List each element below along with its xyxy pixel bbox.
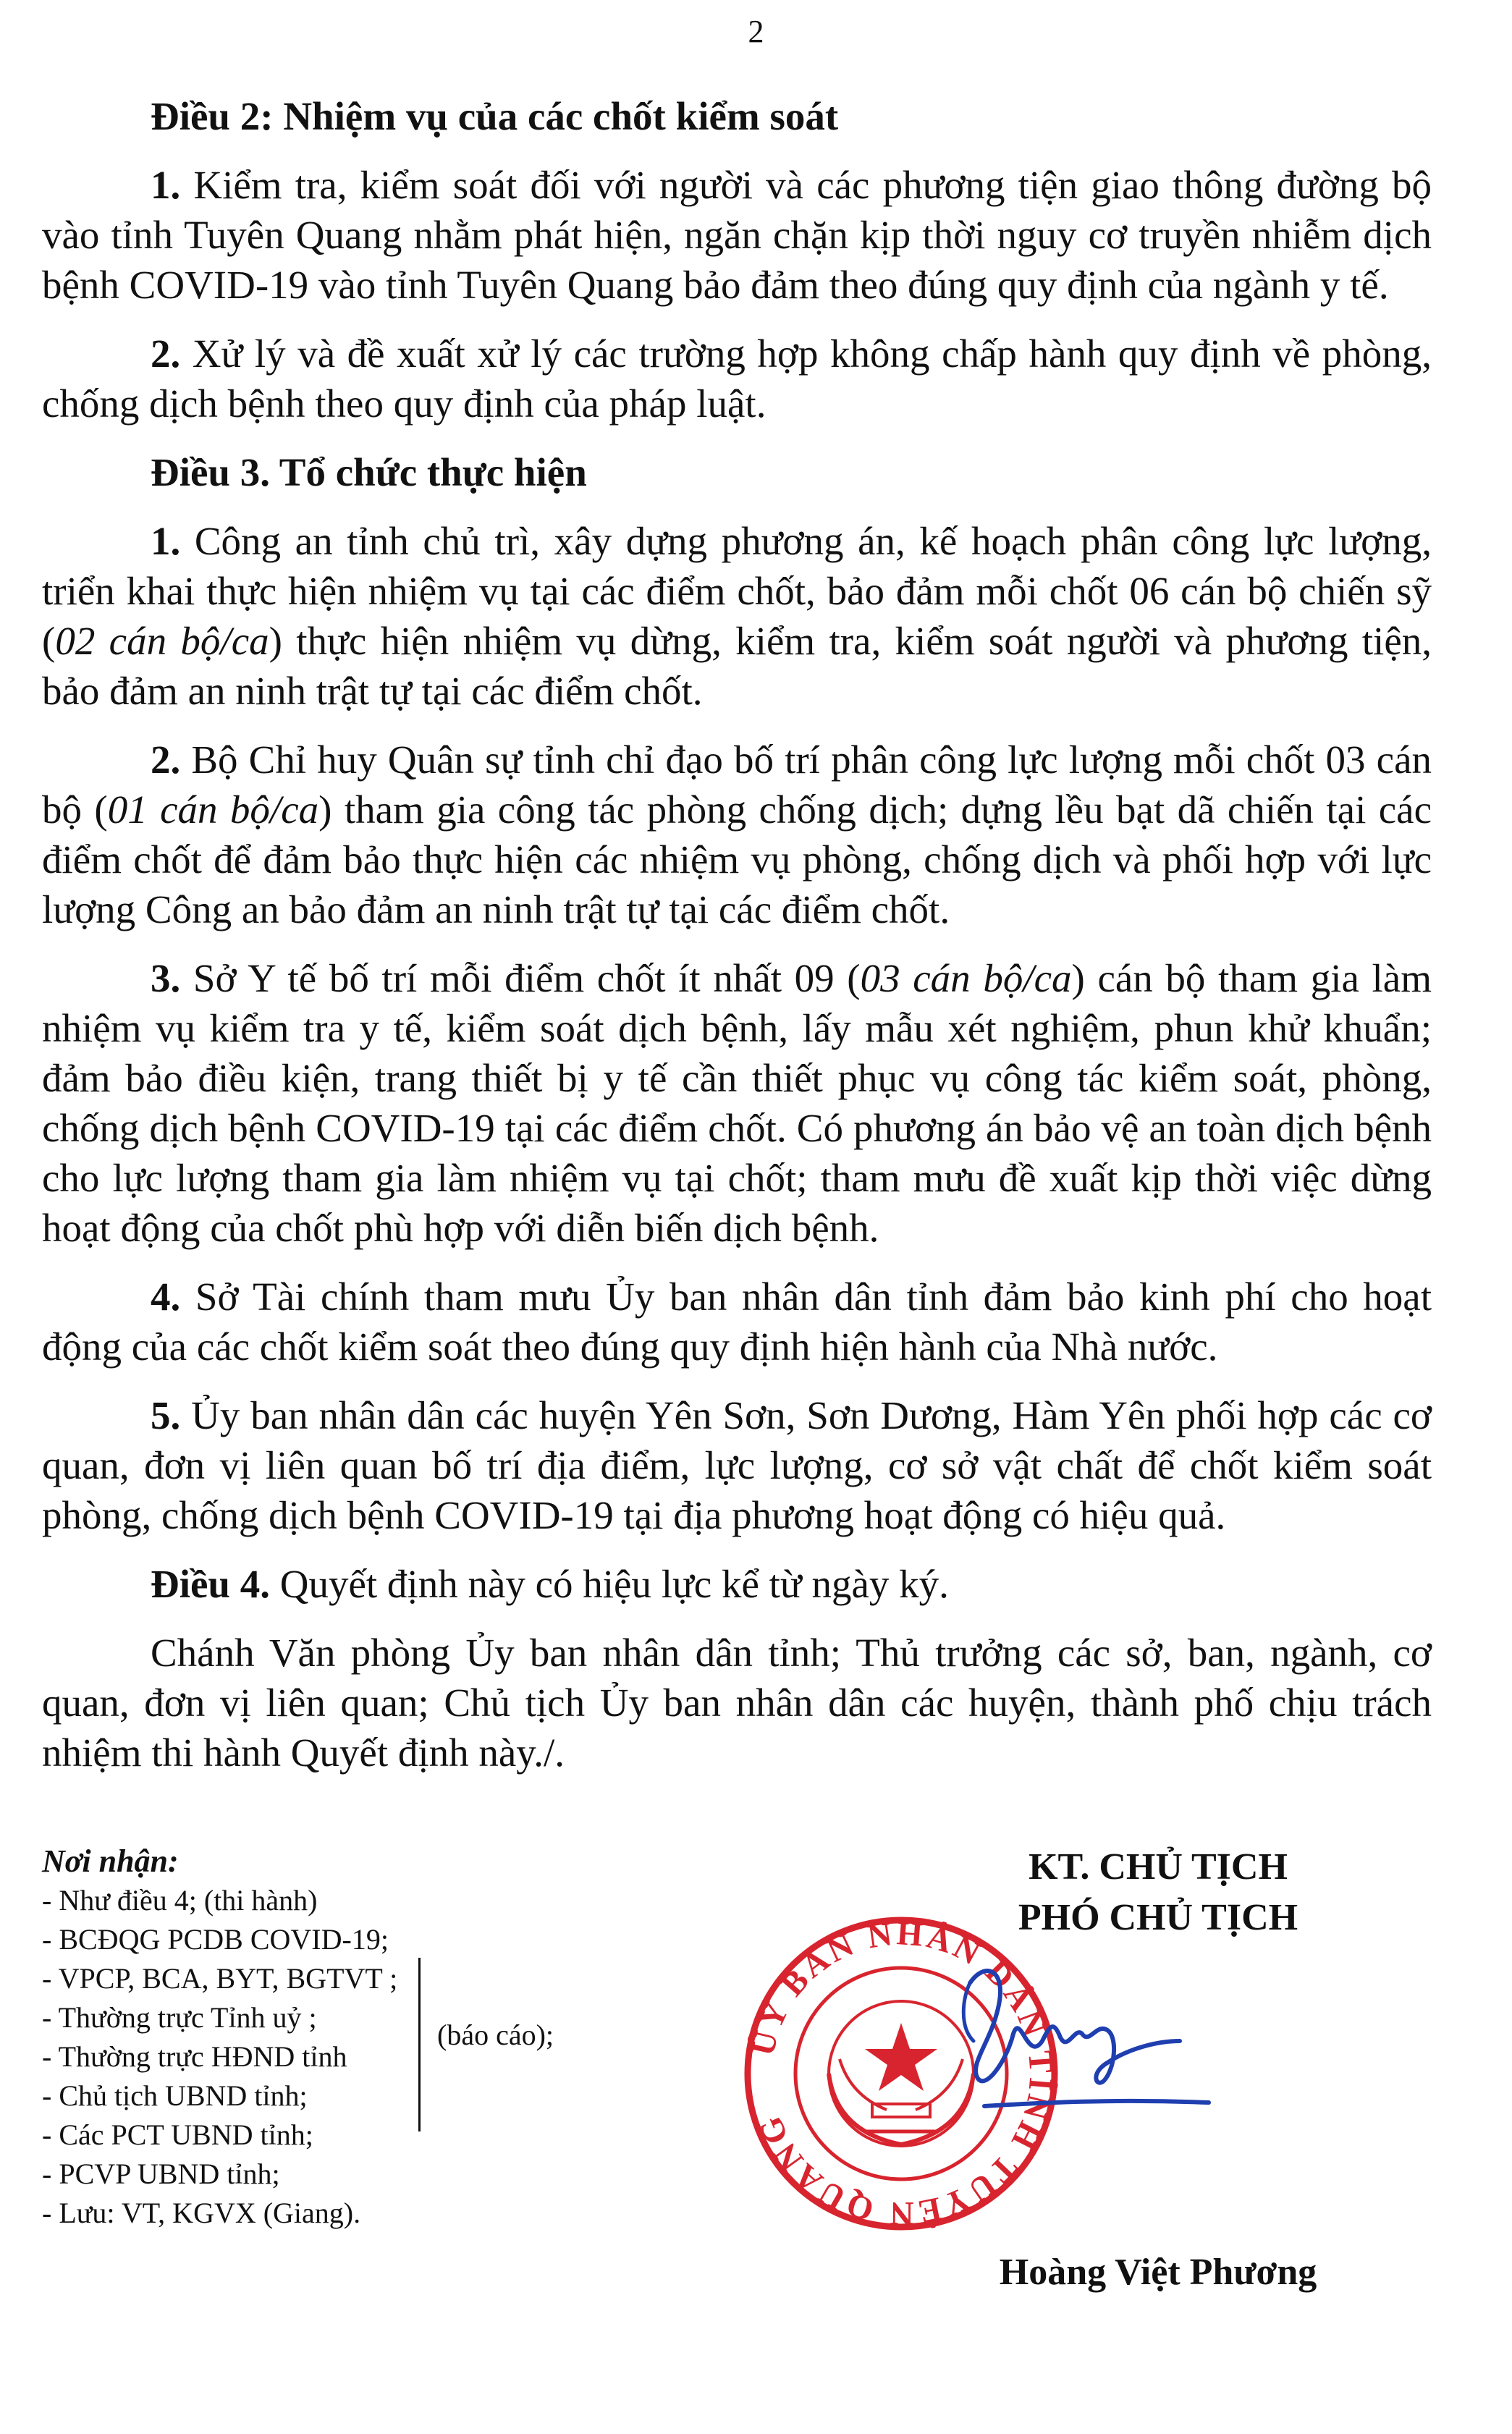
handwritten-signature-icon (941, 1954, 1216, 2135)
seal-text: ỦY BAN NHÂN DÂN TỈNH TUYÊN QUANG (743, 1914, 1060, 2233)
recipient-item: - VPCP, BCA, BYT, BGTVT ; (42, 1962, 398, 1995)
dieu3-item-2: 2. Bộ Chỉ huy Quân sự tỉnh chỉ đạo bố trí phân công lực lượng mỗi chốt 03 cán bộ (01 cán bộ/ca) tham gia công tác phòng chống dịch; dựng lều bạt dã chiến tại các điểm chốt để đảm bảo thực hiện các nhiệm vụ phòng, chống dịch và phối hợp với lực lượng Công an bảo đảm an ninh trật tự tại các điểm chốt. (42, 738, 1432, 931)
recipient-item: - Thường trực HĐND tỉnh (42, 2040, 347, 2073)
dieu2-heading: Điều 2: Nhiệm vụ của các chốt kiểm soát (151, 94, 839, 138)
dieu3-item-4: 4. Sở Tài chính tham mưu Ủy ban nhân dân tỉnh đảm bảo kinh phí cho hoạt động của các chốt kiểm soát theo đúng quy định hiện hành của Nhà nước. (42, 1275, 1432, 1369)
bao-cao-label: (báo cáo); (437, 2019, 554, 2051)
dieu3-heading: Điều 3. Tổ chức thực hiện (151, 450, 587, 494)
recipient-item: - Chủ tịch UBND tỉnh; (42, 2079, 308, 2112)
dieu2-item-2: 2. Xử lý và đề xuất xử lý các trường hợp không chấp hành quy định về phòng, chống dịch bệnh theo quy định của pháp luật. (42, 331, 1432, 426)
recipients-brace-line (418, 1958, 421, 2131)
closing-paragraph: Chánh Văn phòng Ủy ban nhân dân tỉnh; Thủ trưởng các sở, ban, ngành, cơ quan, đơn vị liên quan; Chủ tịch Ủy ban nhân dân các huyện, thành phố chịu trách nhiệm thi hành Quyết định này./. (42, 1631, 1432, 1775)
recipient-item: - BCĐQG PCDB COVID-19; (42, 1923, 389, 1956)
dieu2-item-1: 1. Kiểm tra, kiểm soát đối với người và các phương tiện giao thông đường bộ vào tỉnh Tuyên Quang nhằm phát hiện, ngăn chặn kịp thời nguy cơ truyền nhiễm dịch bệnh COVID-19 vào tỉnh Tuyên Quang bảo đảm theo đúng quy định của ngành y tế. (42, 163, 1432, 307)
recipient-item: - Lưu: VT, KGVX (Giang). (42, 2197, 361, 2229)
document-body (42, 91, 1432, 1796)
recipient-item: - Như điều 4; (thi hành) (42, 1884, 318, 1917)
recipient-item: - Các PCT UBND tỉnh; (42, 2118, 313, 2151)
dieu3-item-1: 1. Công an tỉnh chủ trì, xây dựng phương án, kế hoạch phân công lực lượng, triển khai thực hiện nhiệm vụ tại các điểm chốt, bảo đảm mỗi chốt 06 cán bộ chiến sỹ (02 cán bộ/ca) thực hiện nhiệm vụ dừng, kiểm tra, kiểm soát người và phương tiện, bảo đảm an ninh trật tự tại các điểm chốt. (42, 519, 1432, 713)
signer-name: Hoàng Việt Phương (999, 2252, 1317, 2293)
signature-line-2: PHÓ CHỦ TỊCH (1018, 1897, 1298, 1938)
dieu3-item-3: 3. Sở Y tế bố trí mỗi điểm chốt ít nhất 09 (03 cán bộ/ca) cán bộ tham gia làm nhiệm vụ kiểm tra y tế, kiểm soát dịch bệnh, lấy mẫu xét nghiệm, phun khử khuẩn; đảm bảo điều kiện, trang thiết bị y tế cần thiết phục vụ công tác kiểm soát, phòng, chống dịch bệnh COVID-19 tại các điểm chốt. Có phương án bảo vệ an toàn dịch bệnh cho lực lượng tham gia làm nhiệm vụ tại chốt; tham mưu đề xuất kịp thời việc dừng hoạt động của chốt phù hợp với diễn biến dịch bệnh. (42, 956, 1432, 1250)
recipient-item: - PCVP UBND tỉnh; (42, 2158, 280, 2190)
page-number: 2 (748, 14, 764, 49)
signature-line-1: KT. CHỦ TỊCH (1029, 1846, 1288, 1888)
recipient-item: - Thường trực Tỉnh uỷ ; (42, 2001, 317, 2034)
recipients-title: Nơi nhận: (42, 1843, 179, 1879)
dieu4-paragraph: Điều 4. Quyết định này có hiệu lực kể từ ngày ký. (151, 1562, 949, 1606)
dieu3-item-5: 5. Ủy ban nhân dân các huyện Yên Sơn, Sơn Dương, Hàm Yên phối hợp các cơ quan, đơn vị liên quan bố trí địa điểm, lực lượng, cơ sở vật chất để chốt kiểm soát phòng, chống dịch bệnh COVID-19 tại địa phương hoạt động có hiệu quả. (42, 1393, 1432, 1537)
